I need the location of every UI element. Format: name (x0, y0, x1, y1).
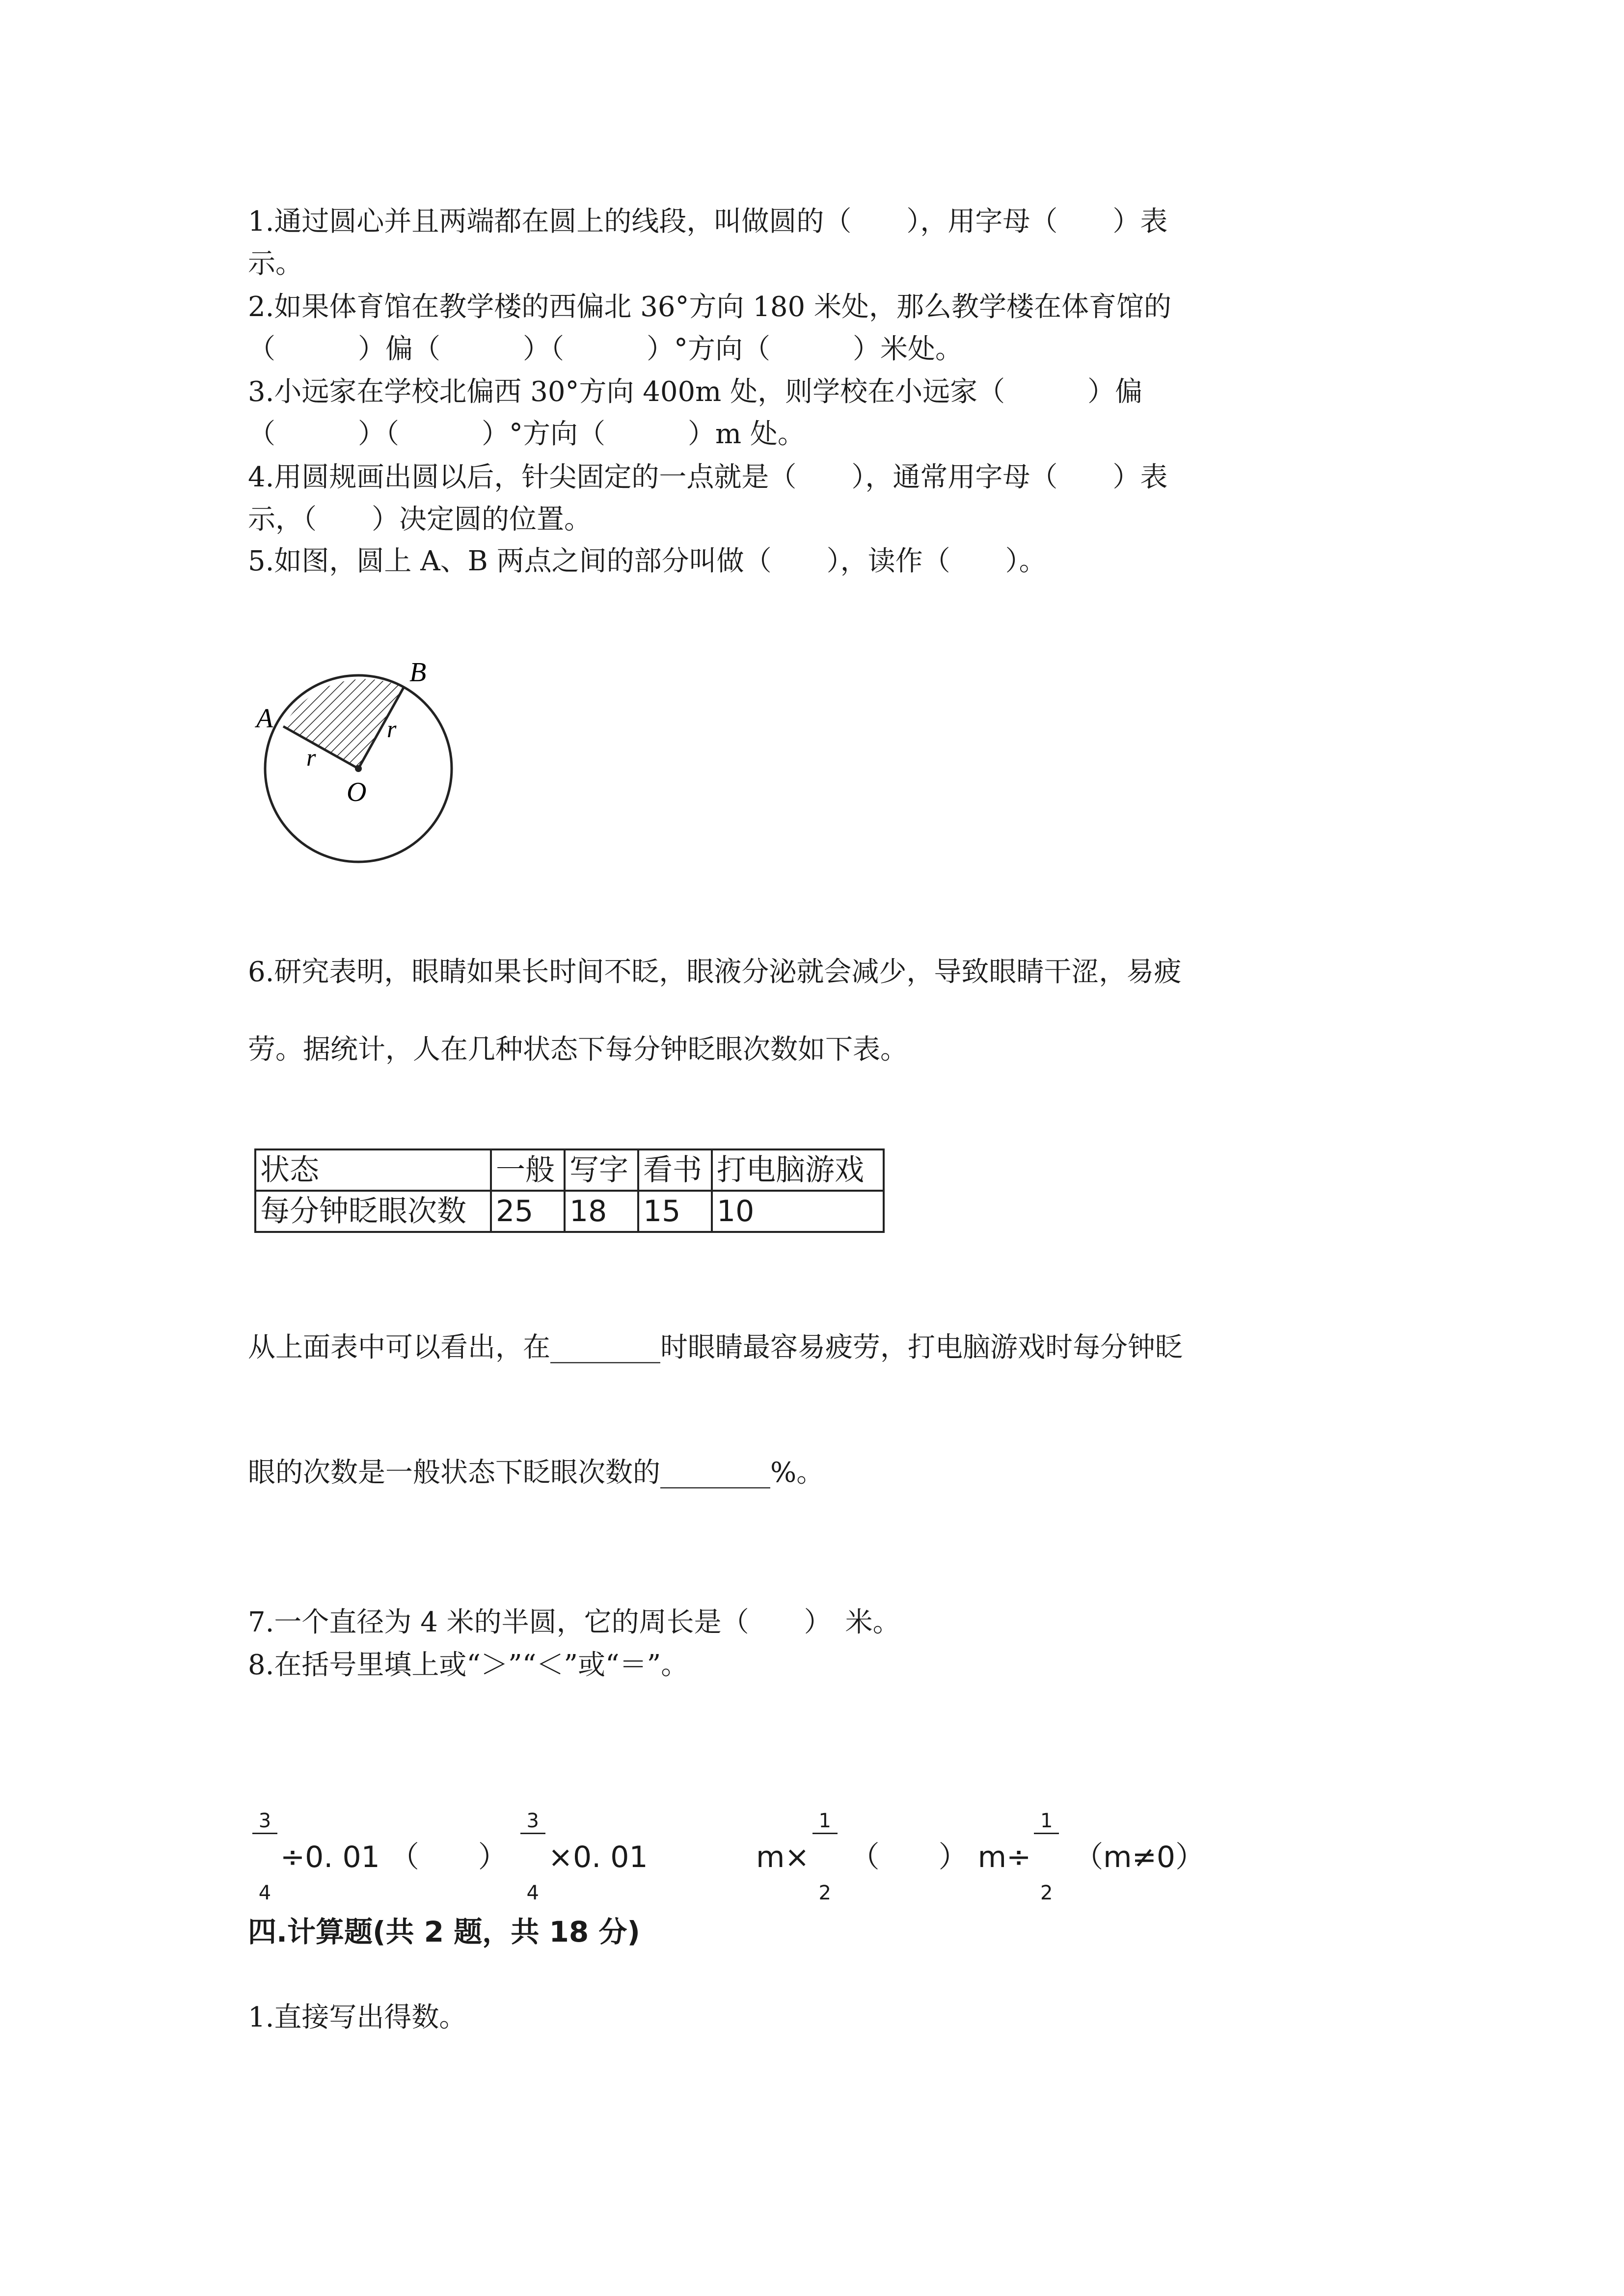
compare-blank[interactable]: （ ） (389, 1840, 508, 1874)
q2-line1: 2.如果体育馆在教学楼的西偏北 36°方向 180 米处，那么教学楼在体育馆的 (248, 291, 1171, 323)
table-cell: 状态 (255, 1149, 491, 1191)
table-cell: 看书 (638, 1149, 712, 1191)
fraction (1034, 1762, 1059, 1952)
label-a: A (256, 703, 273, 734)
fraction-numerator: 3 (252, 1809, 277, 1834)
q1-line2: 示。 (248, 248, 303, 280)
circle-arc-figure (245, 653, 471, 874)
compare-blank[interactable]: （ ） (850, 1840, 968, 1874)
fraction-denominator: 2 (818, 1882, 831, 1904)
label-r-right: r (387, 715, 397, 743)
fraction (812, 1762, 838, 1952)
fraction-denominator: 4 (258, 1882, 271, 1904)
table-cell: 一般 (491, 1149, 565, 1191)
table-cell: 写字 (565, 1149, 638, 1191)
q3-line1: 3.小远家在学校北偏西 30°方向 400m 处，则学校在小远家（ ）偏 (248, 376, 1143, 408)
q6-answer-line1: 从上面表中可以看出，在________时眼睛最容易疲劳，打电脑游戏时每分钟眨 (248, 1332, 1183, 1363)
table-row (255, 1191, 884, 1232)
section-title: 四.计算题(共 2 题，共 18 分) (248, 1915, 640, 1949)
expr-condition: （m≠0） (1074, 1840, 1205, 1874)
expr-op: ×0. 01 (548, 1840, 648, 1874)
q7-line1: 7.一个直径为 4 米的半圆，它的周长是（ ） 米。 (248, 1606, 900, 1638)
compare-expr-2 (756, 1762, 1205, 1952)
fraction-denominator: 2 (1040, 1882, 1053, 1904)
table-cell: 15 (638, 1191, 712, 1232)
q3-line2: （ ）（ ）°方向（ ）m 处。 (248, 418, 805, 450)
shaded-sector (283, 679, 404, 769)
blink-table (254, 1148, 885, 1233)
expr-right: m÷ (977, 1840, 1031, 1874)
q4-line1: 4.用圆规画出圆以后，针尖固定的一点就是（ ），通常用字母（ ）表 (248, 461, 1168, 493)
q5-line1: 5.如图，圆上 A、B 两点之间的部分叫做（ ），读作（ ）。 (248, 545, 1047, 577)
table-row (255, 1149, 884, 1191)
expr-left: m× (756, 1840, 810, 1874)
q6-line2: 劳。据统计，人在几种状态下每分钟眨眼次数如下表。 (248, 1034, 908, 1066)
expr-op: ÷0. 01 (280, 1840, 380, 1874)
q1-line1: 1.通过圆心并且两端都在圆上的线段，叫做圆的（ ），用字母（ ）表 (248, 206, 1168, 238)
table-cell: 打电脑游戏 (712, 1149, 884, 1191)
label-r-left: r (306, 744, 316, 771)
q4-line2: 示，（ ）决定圆的位置。 (248, 504, 592, 535)
q2-line2: （ ）偏（ ）（ ）°方向（ ）米处。 (248, 333, 963, 365)
table-cell: 18 (565, 1191, 638, 1232)
q8-line1: 8.在括号里填上或“＞”“＜”或“＝”。 (248, 1649, 689, 1681)
label-o: O (347, 777, 367, 807)
fraction-denominator: 4 (526, 1882, 539, 1904)
q6-line1: 6.研究表明，眼睛如果长时间不眨，眼液分泌就会减少，导致眼睛干涩，易疲 (248, 956, 1182, 988)
fraction-numerator: 1 (812, 1809, 838, 1834)
fraction-numerator: 1 (1034, 1809, 1059, 1834)
table-cell: 10 (712, 1191, 884, 1232)
fraction-numerator: 3 (520, 1809, 545, 1834)
q6-answer-line2: 眼的次数是一般状态下眨眼次数的________%。 (248, 1457, 824, 1489)
section4-q1: 1.直接写出得数。 (248, 2002, 467, 2033)
label-b: B (409, 657, 427, 688)
center-point (355, 765, 362, 772)
table-cell: 每分钟眨眼次数 (255, 1191, 491, 1232)
table-cell: 25 (491, 1191, 565, 1232)
